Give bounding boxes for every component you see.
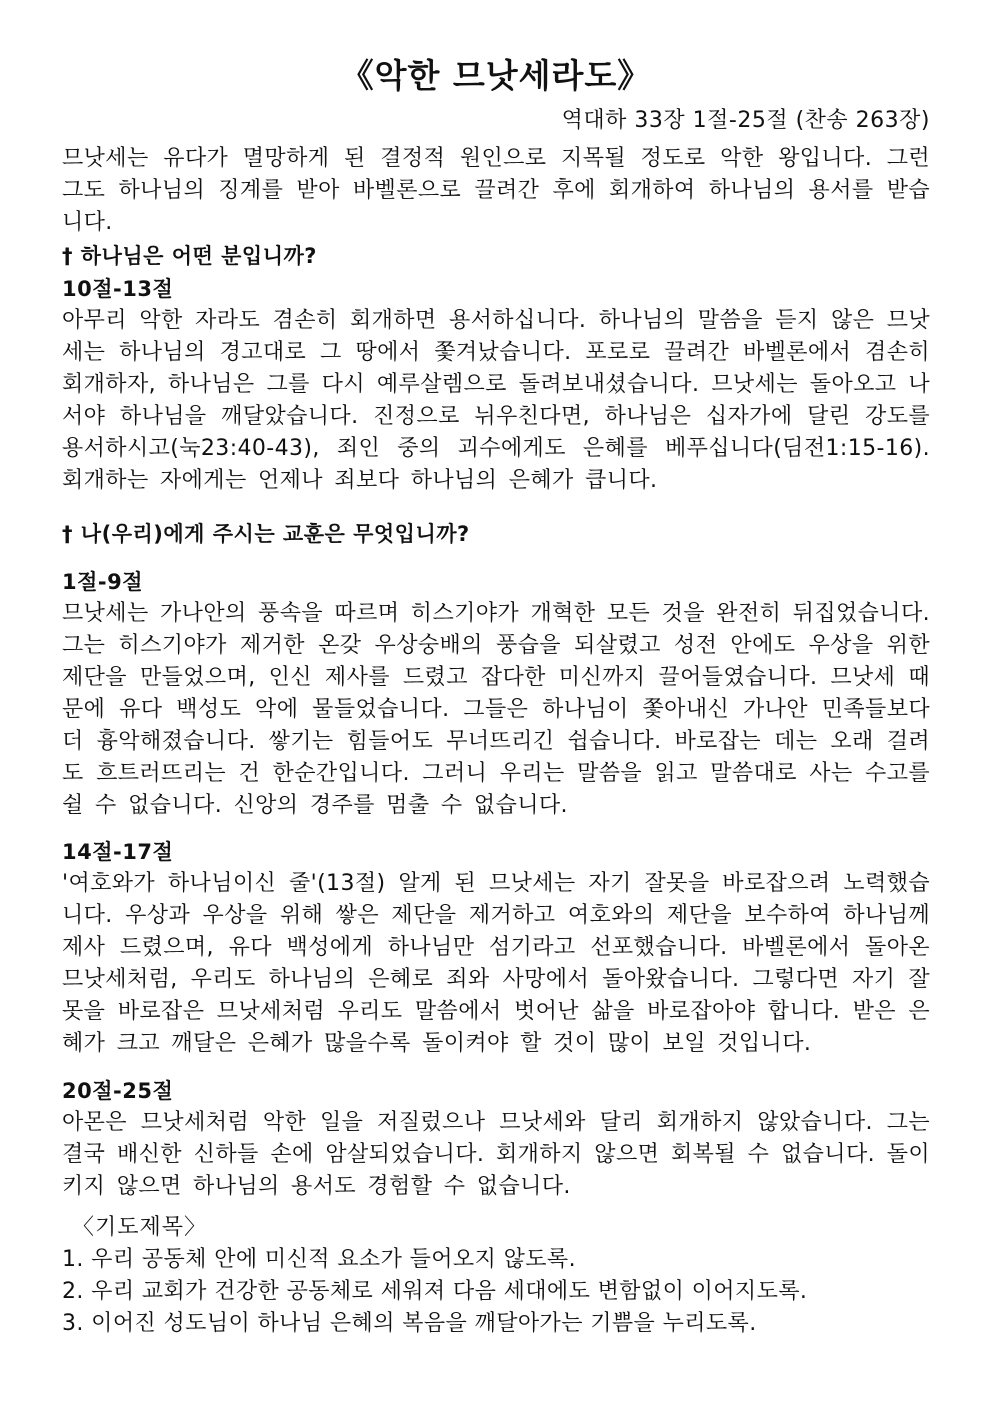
section-heading: 14절-17절 (62, 840, 174, 864)
prayer-title: 〈기도제목〉 (72, 1215, 208, 1240)
question-1-text: † 하나님은 어떤 분입니까? (62, 244, 317, 268)
section-10-13 (62, 274, 930, 497)
prayer-item: 3. 이어진 성도님이 하나님 은혜의 복음을 깨달아가는 기쁨을 누리도록. (62, 1311, 757, 1336)
prayer-item: 1. 우리 공동체 안에 미신적 요소가 들어오지 않도록. (62, 1247, 576, 1272)
document-title: 《악한 므낫세라도》 (340, 56, 652, 95)
section-20-25 (62, 1076, 930, 1203)
question-2 (62, 518, 930, 550)
section-paragraph: 아무리 악한 자라도 겸손히 회개하면 용서하십니다. 하나님의 말씀을 듣지 않은 므낫세는 하나님의 경고대로 그 땅에서 쫓겨났습니다. 포로로 끌려간 바벨론에서 겸손히 회개하자, 하나님은 그를 다시 예루살렘으로 돌려보내셨습니다. 므낫세는 돌아오고 나서야 하나님을 깨달았습니다. 진정으로 뉘우친다면, 하나님은 십자가에 달린 강도를 용서하시고(눅23:40-43), 죄인 중의 괴수에게도 은혜를 베푸십니다(딤전1:15-16). 회개하는 자에게는 언제나 죄보다 하나님의 은혜가 큽니다. (62, 308, 930, 493)
section-heading: 10절-13절 (62, 277, 174, 301)
section-paragraph: 아몬은 므낫세처럼 악한 일을 저질렀으나 므낫세와 달리 회개하지 않았습니다. 그는 결국 배신한 신하들 손에 암살되었습니다. 회개하지 않으면 회복될 수 없습니다. 돌이키지 않으면 하나님의 용서도 경험할 수 없습니다. (62, 1110, 930, 1199)
section-14-17 (62, 837, 930, 1060)
scripture-reference: 역대하 33장 1절-25절 (찬송 263장) (561, 108, 930, 133)
prayer-item: 2. 우리 교회가 건강한 공동체로 세워져 다음 세대에도 변함없이 이어지도록. (62, 1279, 808, 1304)
question-2-text: † 나(우리)에게 주시는 교훈은 무엇입니까? (62, 522, 470, 546)
intro-block (62, 143, 930, 239)
section-heading: 20절-25절 (62, 1079, 174, 1103)
intro-paragraph: 므낫세는 유다가 멸망하게 된 결정적 원인으로 지목될 정도로 악한 왕입니다. 그런 그도 하나님의 징계를 받아 바벨론으로 끌려간 후에 회개하여 하나님의 용서를 받습니다. (62, 146, 930, 235)
question-1 (62, 240, 930, 272)
prayer-list (62, 1212, 930, 1340)
section-paragraph: '여호와가 하나님이신 줄'(13절) 알게 된 므낫세는 자기 잘못을 바로잡으려 노력했습니다. 우상과 우상을 위해 쌓은 제단을 제거하고 여호와의 제단을 보수하여 하나님께 제사 드렸으며, 유다 백성에게 하나님만 섬기라고 선포했습니다. 바벨론에서 돌아온 므낫세처럼, 우리도 하나님의 은혜로 죄와 사망에서 돌아왔습니다. 그렇다면 자기 잘못을 바로잡은 므낫세처럼 우리도 말씀에서 벗어난 삶을 바로잡아야 합니다. 받은 은혜가 크고 깨달은 은혜가 많을수록 돌이켜야 할 것이 많이 보일 것입니다. (62, 871, 930, 1056)
section-heading: 1절-9절 (62, 570, 144, 594)
section-1-9 (62, 567, 930, 822)
section-paragraph: 므낫세는 가나안의 풍속을 따르며 히스기야가 개혁한 모든 것을 완전히 뒤집었습니다. 그는 히스기야가 제거한 온갖 우상숭배의 풍습을 되살렸고 성전 안에도 우상을 위한 제단을 만들었으며, 인신 제사를 드렸고 잡다한 미신까지 끌어들였습니다. 므낫세 때문에 유다 백성도 악에 물들었습니다. 그들은 하나님이 쫓아내신 가나안 민족들보다 더 흉악해졌습니다. 쌓기는 힘들어도 무너뜨리긴 쉽습니다. 바로잡는 데는 오래 걸려도 흐트러뜨리는 건 한순간입니다. 그러니 우리는 말씀을 읽고 말씀대로 사는 수고를 쉴 수 없습니다. 신앙의 경주를 멈출 수 없습니다. (62, 601, 930, 818)
